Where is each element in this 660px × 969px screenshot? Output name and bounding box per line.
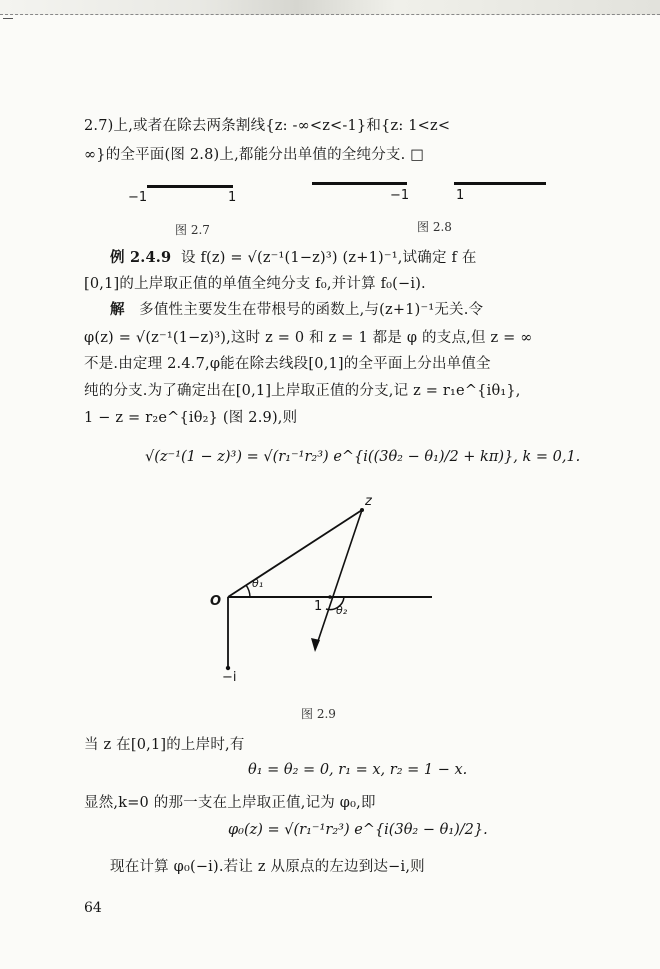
fig29-label-theta1: θ₁ [252, 577, 264, 590]
formula-phi0: φ₀(z) = √(r₁⁻¹r₂³) e^{i(3θ₂ − θ₁)/2}. [228, 822, 488, 838]
fig28-label-minus1: −1 [390, 188, 410, 203]
formula-upper-bank: θ₁ = θ₂ = 0, r₁ = x, r₂ = 1 − x. [248, 762, 468, 778]
example-title: 例 2.4.9 [110, 249, 172, 266]
after-line2: 显然,k=0 的那一支在上岸取正值,记为 φ₀,即 [84, 795, 376, 811]
para1-line2: ∞}的全平面(图 2.8)上,都能分出单值的全纯分支. □ [84, 147, 425, 163]
fig27-label-minus1: −1 [128, 190, 148, 205]
solution-text1: 多值性主要发生在带根号的函数上,与(z+1)⁻¹无关.令 [139, 302, 484, 318]
example-text1: 设 f(z) = √(z⁻¹(1−z)³) (z+1)⁻¹,试确定 f 在 [180, 250, 477, 266]
solution-line2: φ(z) = √(z⁻¹(1−z)³),这时 z = 0 和 z = 1 都是 φ 的支点,但 z = ∞ [84, 330, 533, 346]
example-line2: [0,1]的上岸取正值的单值全纯分支 f₀,并计算 f₀(−i). [84, 276, 426, 292]
solution-line4: 纯的分支.为了确定出在[0,1]上岸取正值的分支,记 z = r₁e^{iθ₁}, [84, 383, 521, 399]
para1-line1: 2.7)上,或者在除去两条割线{z: -∞<z<-1}和{z: 1<z< [84, 118, 451, 134]
after-line1: 当 z 在[0,1]的上岸时,有 [84, 737, 245, 753]
fig29-label-minus-i: −i [222, 670, 237, 685]
fig29-label-z: z [365, 494, 372, 509]
fig27-label-1: 1 [228, 190, 237, 205]
page-number: 64 [84, 900, 102, 916]
fig29-arc-theta1 [246, 585, 250, 597]
solution-line3: 不是.由定理 2.4.7,φ能在除去线段[0,1]的全平面上分出单值全 [84, 356, 491, 372]
fig29-arrowhead [311, 638, 320, 652]
fig29-label-O: O [210, 594, 222, 609]
solution-line5: 1 − z = r₂e^{iθ₂} (图 2.9),则 [84, 410, 298, 426]
fig28-caption: 图 2.8 [417, 220, 452, 234]
fig27-caption: 图 2.7 [175, 223, 210, 237]
fig29-point-1 [328, 595, 332, 599]
fig28-label-1: 1 [456, 188, 465, 203]
fig29-caption: 图 2.9 [301, 707, 336, 721]
fig29-ray-O-z [228, 510, 362, 597]
after-line3: 现在计算 φ₀(−i).若让 z 从原点的左边到达−i,则 [110, 859, 425, 875]
fig29-point-z [360, 508, 364, 512]
solution-head: 解 [110, 301, 125, 318]
fig29-label-1: 1 [314, 599, 323, 614]
fig29-label-theta2: θ₂ [336, 604, 348, 617]
fig29-line-z-1 [315, 510, 362, 650]
formula-branches: √(z⁻¹(1 − z)³) = √(r₁⁻¹r₂³) e^{i((3θ₂ − θ₁)/2 + kπ)}, k = 0,1. [145, 449, 581, 465]
